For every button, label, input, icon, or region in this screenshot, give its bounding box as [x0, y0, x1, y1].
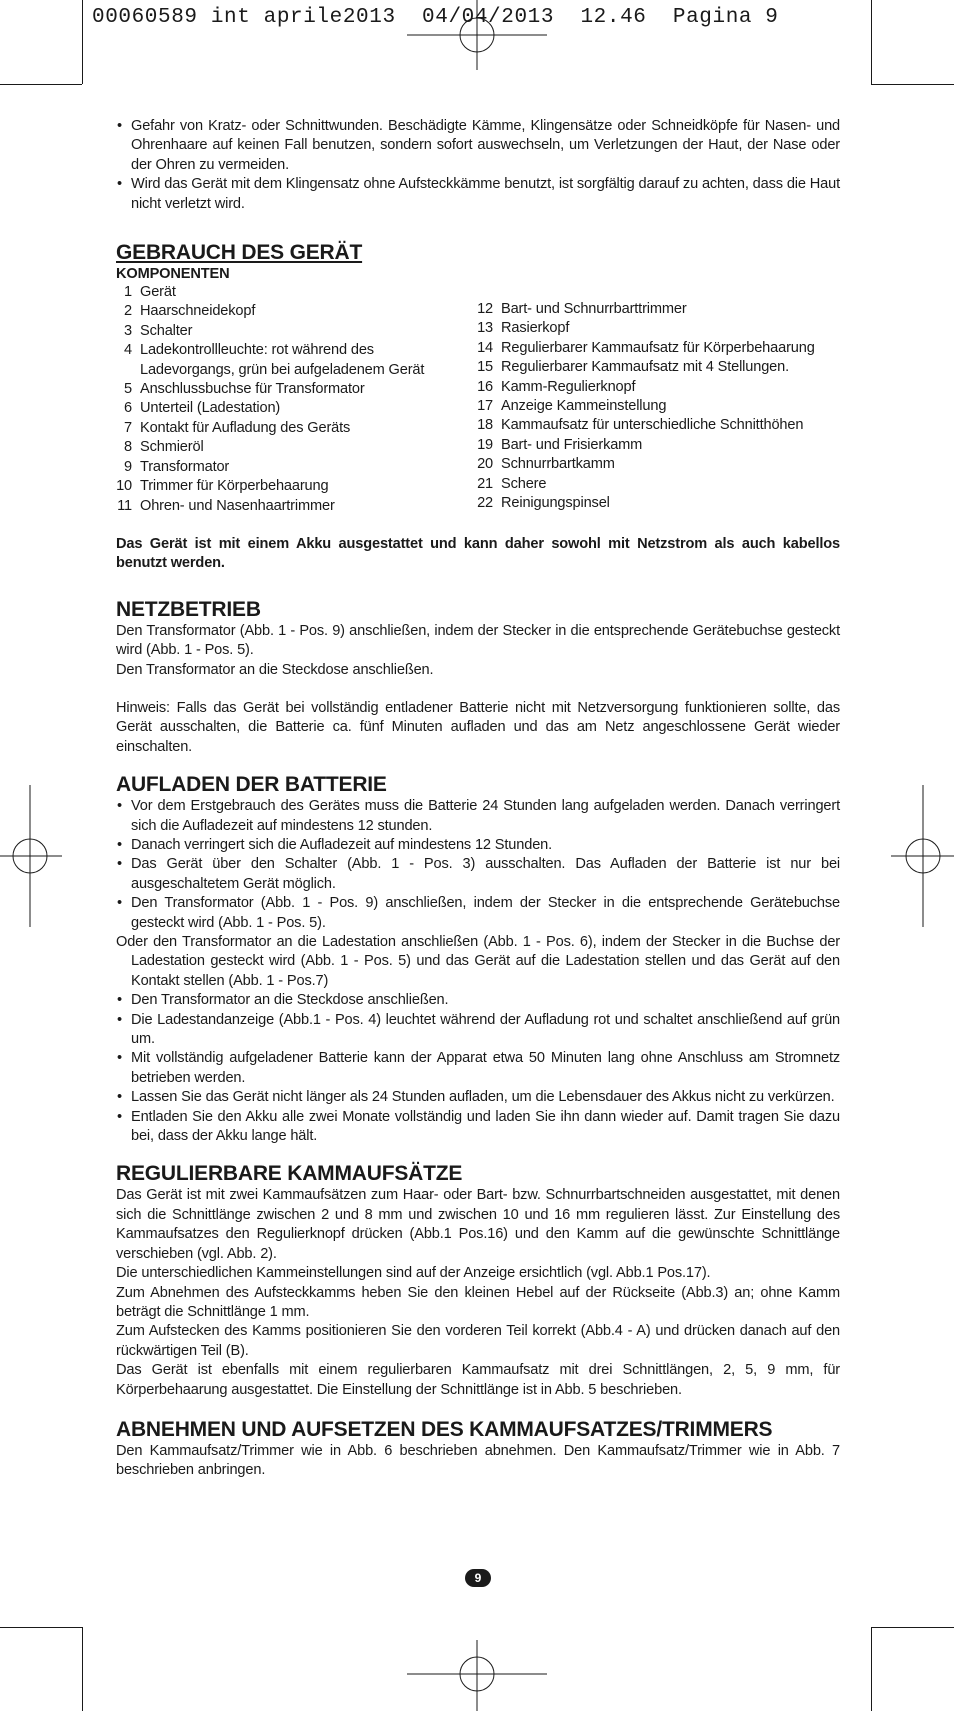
component-item: 11 Ohren- und Nasenhaartrimmer	[117, 497, 335, 514]
subsection-title-komponenten: KOMPONENTEN	[116, 266, 230, 283]
component-item: 2 Haarschneidekopf	[124, 303, 256, 320]
section-title-netzbetrieb: NETZBETRIEB	[116, 597, 261, 621]
crop-mark	[0, 1627, 82, 1628]
page-content	[116, 117, 840, 1481]
list-item: • Entladen Sie den Akku alle zwei Monate vollständig und laden Sie ihn dann wieder auf. Damit tragen Sie dazu bei, dass der Akku lange hält.	[116, 1108, 840, 1147]
component-item: 5 Anschlussbuchse für Transformator	[124, 381, 365, 398]
component-item: 10 Trimmer für Körperbehaarung	[116, 478, 329, 495]
crop-mark	[82, 0, 83, 84]
paragraph: Zum Abnehmen des Aufsteckkamms heben Sie den kleinen Hebel auf der Rückseite (Abb.3) an; ohne Kamm beträgt die Schnittlänge 1 mm.	[116, 1284, 840, 1320]
paragraph: Die unterschiedlichen Kammeinstellungen sind auf der Anzeige ersichtlich (vgl. Abb.1 Pos.17).	[116, 1265, 711, 1282]
component-item: 1 Gerät	[124, 284, 176, 301]
component-item: 21 Schere	[477, 475, 547, 492]
component-item: 18 Kammaufsatz für unterschiedliche Schnitthöhen	[477, 417, 804, 434]
page-number-badge: 9	[465, 1569, 491, 1587]
section-title-gebrauch: GEBRAUCH DES GERÄT	[116, 241, 363, 265]
paragraph: Den Kammaufsatz/Trimmer wie in Abb. 6 beschrieben abnehmen. Den Kammaufsatz/Trimmer wie in Abb. 7 beschrieben anbringen.	[116, 1442, 840, 1479]
component-item: 3 Schalter	[124, 322, 193, 339]
paragraph: Den Transformator (Abb. 1 - Pos. 9) anschließen, indem der Stecker in die entsprechende Gerätebuchse gesteckt wird (Abb. 1 - Pos. 5).	[116, 622, 840, 659]
paragraph: Das Gerät ist ebenfalls mit einem regulierbaren Kammaufsatz mit drei Schnittlängen, 2, 5, 9 mm, für Körperbehaarung ausgestattet. Die Einstellung der Schnittlänge ist in Abb. 5 beschrieben.	[116, 1362, 840, 1398]
component-item: 17 Anzeige Kammeinstellung	[477, 398, 667, 415]
registration-mark-bottom	[407, 1640, 547, 1711]
component-item: 16 Kamm-Regulierknopf	[477, 378, 636, 395]
registration-mark-right	[891, 785, 954, 927]
component-item: 9 Transformator	[124, 458, 230, 475]
paragraph: Das Gerät ist mit zwei Kammaufsätzen zum Haar- oder Bart- bzw. Schnurrbartschneiden ausgestattet, mit denen sich die Schnittlänge zwischen 2 und 8 mm und zwischen 10 und 16 mm regulieren lässt. Zur Einstellung des Kammaufsatzes den Regulierknopf drücken (Abb.1 Pos.16) und den Kamm auf die gewünschte Schnittlänge verschieben (vgl. Abb. 2).	[116, 1187, 840, 1262]
paragraph: Zum Aufstecken des Kamms positionieren Sie den vorderen Teil korrekt (Abb.4 - A) und drücken danach auf den rückwärtigen Teil (B).	[116, 1323, 840, 1359]
hinweis-paragraph: Hinweis: Falls das Gerät bei vollständig entladener Batterie nicht mit Netzversorgung funktionieren sollte, das Gerät ausschalten, die Batterie ca. fünf Minuten aufladen und das am Netz angeschlossene Gerät wieder einschalten.	[116, 699, 840, 755]
list-item: • Das Gerät über den Schalter (Abb. 1 - Pos. 3) ausschalten. Das Aufladen der Batterie ist nur bei ausgeschaltetem Gerät möglich.	[116, 855, 840, 894]
paragraph: Oder den Transformator an die Ladestation anschließen (Abb. 1 - Pos. 6), indem der Stecker in die Buchse der Ladestation gesteckt wird (Abb. 1 - Pos. 5) und das Gerät auf die Ladestation stellen und das Gerät auf den Kontakt stellen (Abb. 1 - Pos.7)	[116, 934, 840, 989]
list-item: • Mit vollständig aufgeladener Batterie kann der Apparat etwa 50 Minuten lang ohne Anschluss am Stromnetz betrieben werden.	[116, 1049, 840, 1088]
crop-mark	[871, 0, 872, 84]
component-item: 12 Bart- und Schnurrbarttrimmer	[477, 301, 687, 318]
component-item: 6 Unterteil (Ladestation)	[124, 400, 281, 417]
list-item: • Lassen Sie das Gerät nicht länger als 24 Stunden aufladen, um die Lebensdauer des Akkus nicht zu verkürzen.	[116, 1088, 840, 1107]
list-item: • Den Transformator (Abb. 1 - Pos. 9) anschließen, indem der Stecker in die entsprechende Gerätebuchse gesteckt wird (Abb. 1 - Pos. 5).	[116, 894, 840, 933]
component-column-left	[116, 283, 477, 516]
crop-mark	[871, 84, 954, 85]
component-item: 7 Kontakt für Aufladung des Geräts	[124, 419, 351, 436]
crop-mark	[871, 1627, 954, 1628]
section-title-abnehmen: ABNEHMEN UND AUFSETZEN DES KAMMAUFSATZES/TRIMMERS	[116, 1417, 773, 1441]
component-list	[116, 283, 840, 516]
akku-note: Das Gerät ist mit einem Akku ausgestattet und kann daher sowohl mit Netzstrom als auch kabellos benutzt werden.	[116, 535, 840, 572]
list-item: • Den Transformator an die Steckdose anschließen.	[116, 991, 840, 1010]
intro-bullet: • Wird das Gerät mit dem Klingensatz ohne Aufsteckkämme benutzt, ist sorgfältig darauf zu achten, dass die Haut nicht verletzt wird.	[116, 175, 840, 214]
component-item: 15 Regulierbarer Kammaufsatz mit 4 Stellungen.	[477, 359, 789, 376]
component-item-continuation: Ladevorgangs, grün bei aufgeladenem Gerät	[140, 361, 425, 378]
component-item: 4 Ladekontrollleuchte: rot während des	[124, 342, 374, 359]
registration-mark-left	[0, 785, 62, 927]
paragraph: Den Transformator an die Steckdose anschließen.	[116, 661, 434, 678]
component-item: 20 Schnurrbartkamm	[477, 456, 615, 473]
crop-mark	[82, 1627, 83, 1711]
print-slug: 00060589 int aprile2013 04/04/2013 12.46 Pagina 9	[92, 6, 779, 29]
crop-mark	[871, 1627, 872, 1711]
component-item: 22 Reinigungspinsel	[477, 495, 610, 512]
component-item: 14 Regulierbarer Kammaufsatz für Körperbehaarung	[477, 339, 815, 356]
component-item: 13 Rasierkopf	[477, 320, 570, 337]
component-item: 8 Schmieröl	[124, 439, 204, 456]
crop-mark	[0, 84, 82, 85]
component-column-right	[477, 283, 840, 516]
component-item: 19 Bart- und Frisierkamm	[477, 436, 643, 453]
registration-mark-top	[407, 0, 547, 70]
list-item: • Die Ladestandanzeige (Abb.1 - Pos. 4) leuchtet während der Aufladung rot und schaltet anschließend auf grün um.	[116, 1011, 840, 1050]
list-item: • Danach verringert sich die Aufladezeit auf mindestens 12 Stunden.	[116, 836, 840, 855]
section-title-regulierbare: REGULIERBARE KAMMAUFSÄTZE	[116, 1162, 463, 1186]
section-title-aufladen: AUFLADEN DER BATTERIE	[116, 773, 387, 797]
intro-bullet: • Gefahr von Kratz- oder Schnittwunden. Beschädigte Kämme, Klingensätze oder Schneidköpfe für Nasen- und Ohrenhaare auf keinen Fall benutzen, sondern sofort auswechseln, um Verletzungen der Haut, der Nase oder der Ohren zu vermeiden.	[116, 117, 840, 175]
list-item: • Vor dem Erstgebrauch des Gerätes muss die Batterie 24 Stunden lang aufgeladen werden. Danach verringert sich die Aufladezeit auf mindestens 12 stunden.	[116, 797, 840, 836]
